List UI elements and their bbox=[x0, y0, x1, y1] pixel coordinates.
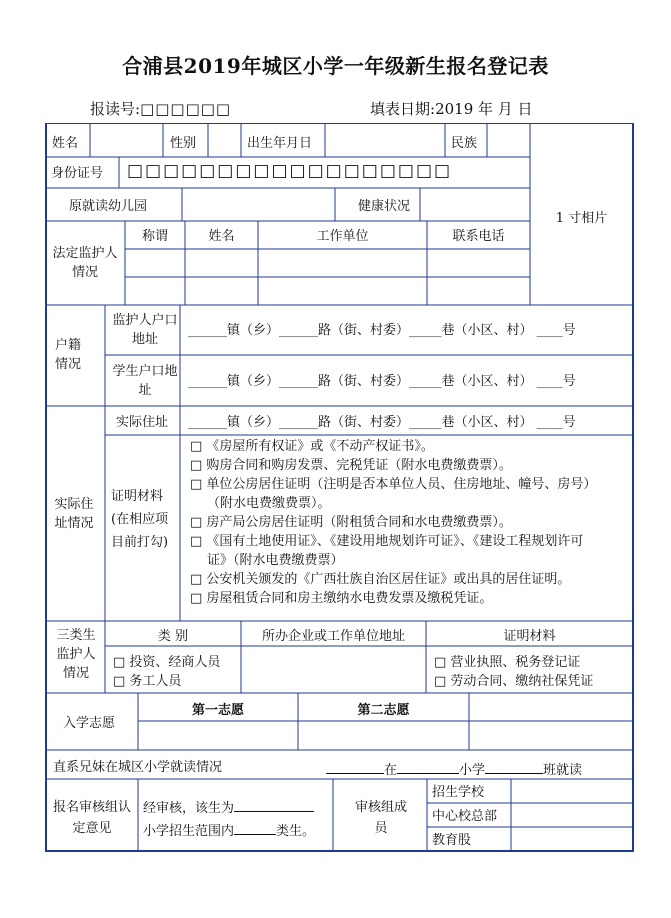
review-members-label: 审核组成员 bbox=[354, 800, 407, 836]
proof-option[interactable]: □ 《国有土地使用证》、《建设用地规划许可证》、《建设工程规划许可 bbox=[190, 534, 584, 549]
guardian-col-name: 姓名 bbox=[208, 229, 235, 244]
review-opinion-label: 报名审核组认定意见 bbox=[52, 800, 131, 836]
health-label: 健康状况 bbox=[358, 199, 411, 214]
fill-date-value[interactable]: 2019 年 月 日 bbox=[435, 100, 533, 118]
household-section-label: 户籍情况 bbox=[54, 338, 81, 372]
sibling-study-line[interactable] bbox=[326, 759, 582, 780]
proof-option-continued: 证》（附水电费缴费票） bbox=[207, 553, 344, 568]
registration-number-label: 报读号: bbox=[90, 100, 141, 118]
guardian-household-address-line[interactable]: ______镇（乡）______路（街、村委）_____巷（小区、村） ____号 bbox=[188, 323, 576, 338]
sibling-class-blank[interactable] bbox=[485, 759, 543, 774]
student-household-address-label: 学生户口地址 bbox=[112, 364, 178, 398]
registration-number bbox=[90, 98, 231, 119]
third-category-section-label: 三类生监护人情况 bbox=[56, 628, 96, 681]
form-title: 合浦县2019年城区小学一年级新生报名登记表 bbox=[122, 54, 549, 78]
sibling-label: 直系兄妹在城区小学就读情况 bbox=[53, 760, 223, 775]
name-label: 姓名 bbox=[52, 136, 79, 151]
id-number-label: 身份证号 bbox=[51, 166, 104, 181]
actual-address-label: 实际住址 bbox=[116, 415, 169, 430]
photo-placeholder: 1 寸相片 bbox=[555, 211, 608, 226]
guardian-col-phone: 联系电话 bbox=[452, 229, 505, 244]
review-text-prefix: 经审核，该生为 bbox=[143, 801, 235, 816]
proof-option[interactable]: □ 《房屋所有权证》或《不动产权证书》。 bbox=[190, 439, 434, 454]
sibling-school-text: 小学 bbox=[459, 763, 486, 778]
review-enrolling-school: 招生学校 bbox=[432, 785, 485, 800]
fill-date bbox=[370, 98, 533, 119]
sibling-at-text: 在 bbox=[384, 763, 398, 778]
third-category-col-proof: 证明材料 bbox=[503, 629, 556, 644]
student-household-address-line[interactable]: ______镇（乡）______路（街、村委）_____巷（小区、村） ____号 bbox=[188, 374, 576, 389]
ethnic-label: 民族 bbox=[451, 136, 478, 151]
third-category-proof-contract[interactable]: □ 劳动合同、缴纳社保凭证 bbox=[434, 674, 594, 689]
review-category-blank[interactable] bbox=[234, 797, 314, 812]
proof-option[interactable]: □ 购房合同和购房发票、完税凭证（附水电费缴费票）。 bbox=[190, 458, 512, 473]
proof-option[interactable]: □ 房产局公房居住证明（附租赁合同和水电费缴费票）。 bbox=[190, 515, 512, 530]
third-category-option-worker[interactable]: □ 务工人员 bbox=[113, 674, 182, 689]
third-category-proof-license[interactable]: □ 营业执照、税务登记证 bbox=[434, 655, 581, 670]
guardian-col-employer: 工作单位 bbox=[316, 229, 369, 244]
sibling-school-blank[interactable] bbox=[397, 759, 459, 774]
birthdate-label: 出生年月日 bbox=[247, 136, 313, 151]
proof-option[interactable]: □ 公安机关颁发的《广西壮族自治区居住证》或出具的居住证明。 bbox=[190, 572, 571, 587]
second-choice-label: 第二志愿 bbox=[357, 703, 410, 718]
review-text-line-2[interactable] bbox=[143, 820, 315, 841]
review-text-middle: 小学招生范围内 bbox=[143, 824, 235, 839]
review-text-line-1[interactable] bbox=[143, 797, 314, 818]
proof-option[interactable]: □ 房屋租赁合同和房主缴纳水电费发票及缴税凭证。 bbox=[190, 591, 493, 606]
sibling-name-blank[interactable] bbox=[326, 759, 384, 774]
review-type-blank[interactable] bbox=[234, 820, 276, 835]
review-central-school: 中心校总部 bbox=[432, 809, 498, 824]
actual-address-line[interactable]: ______镇（乡）______路（街、村委）_____巷（小区、村） ____号 bbox=[188, 415, 576, 430]
registration-number-boxes[interactable]: □□□□□□ bbox=[140, 100, 232, 118]
guardian-col-title: 称谓 bbox=[141, 229, 168, 244]
proof-options bbox=[190, 437, 630, 608]
kindergarten-label: 原就读幼儿园 bbox=[69, 199, 148, 214]
residence-section-label: 实际住址情况 bbox=[54, 497, 94, 531]
gender-label: 性别 bbox=[170, 136, 197, 151]
review-education-office: 教育股 bbox=[432, 833, 472, 848]
proof-option[interactable]: □ 单位公房居住证明（注明是否本单位人员、住房地址、幢号、房号） bbox=[190, 477, 597, 492]
sibling-class-text: 班就读 bbox=[543, 763, 583, 778]
proof-materials-label: 证明材料(在相应项目前打勾) bbox=[111, 489, 169, 550]
school-wish-label: 入学志愿 bbox=[63, 716, 116, 731]
third-category-col-type: 类 别 bbox=[157, 629, 189, 644]
first-choice-label: 第一志愿 bbox=[191, 703, 244, 718]
id-number-boxes[interactable]: □□□□□□□□□□□□□□□□□□ bbox=[127, 161, 453, 181]
proof-option-continued: （附水电费缴费票）。 bbox=[207, 496, 331, 511]
fill-date-label: 填表日期: bbox=[370, 100, 436, 118]
guardian-household-address-label: 监护人户口地址 bbox=[112, 313, 178, 347]
third-category-col-address: 所办企业或工作单位地址 bbox=[261, 629, 405, 644]
third-category-option-investor[interactable]: □ 投资、经商人员 bbox=[113, 655, 221, 670]
guardian-section-label: 法定监护人情况 bbox=[52, 246, 118, 280]
review-text-suffix: 类生。 bbox=[276, 824, 316, 839]
